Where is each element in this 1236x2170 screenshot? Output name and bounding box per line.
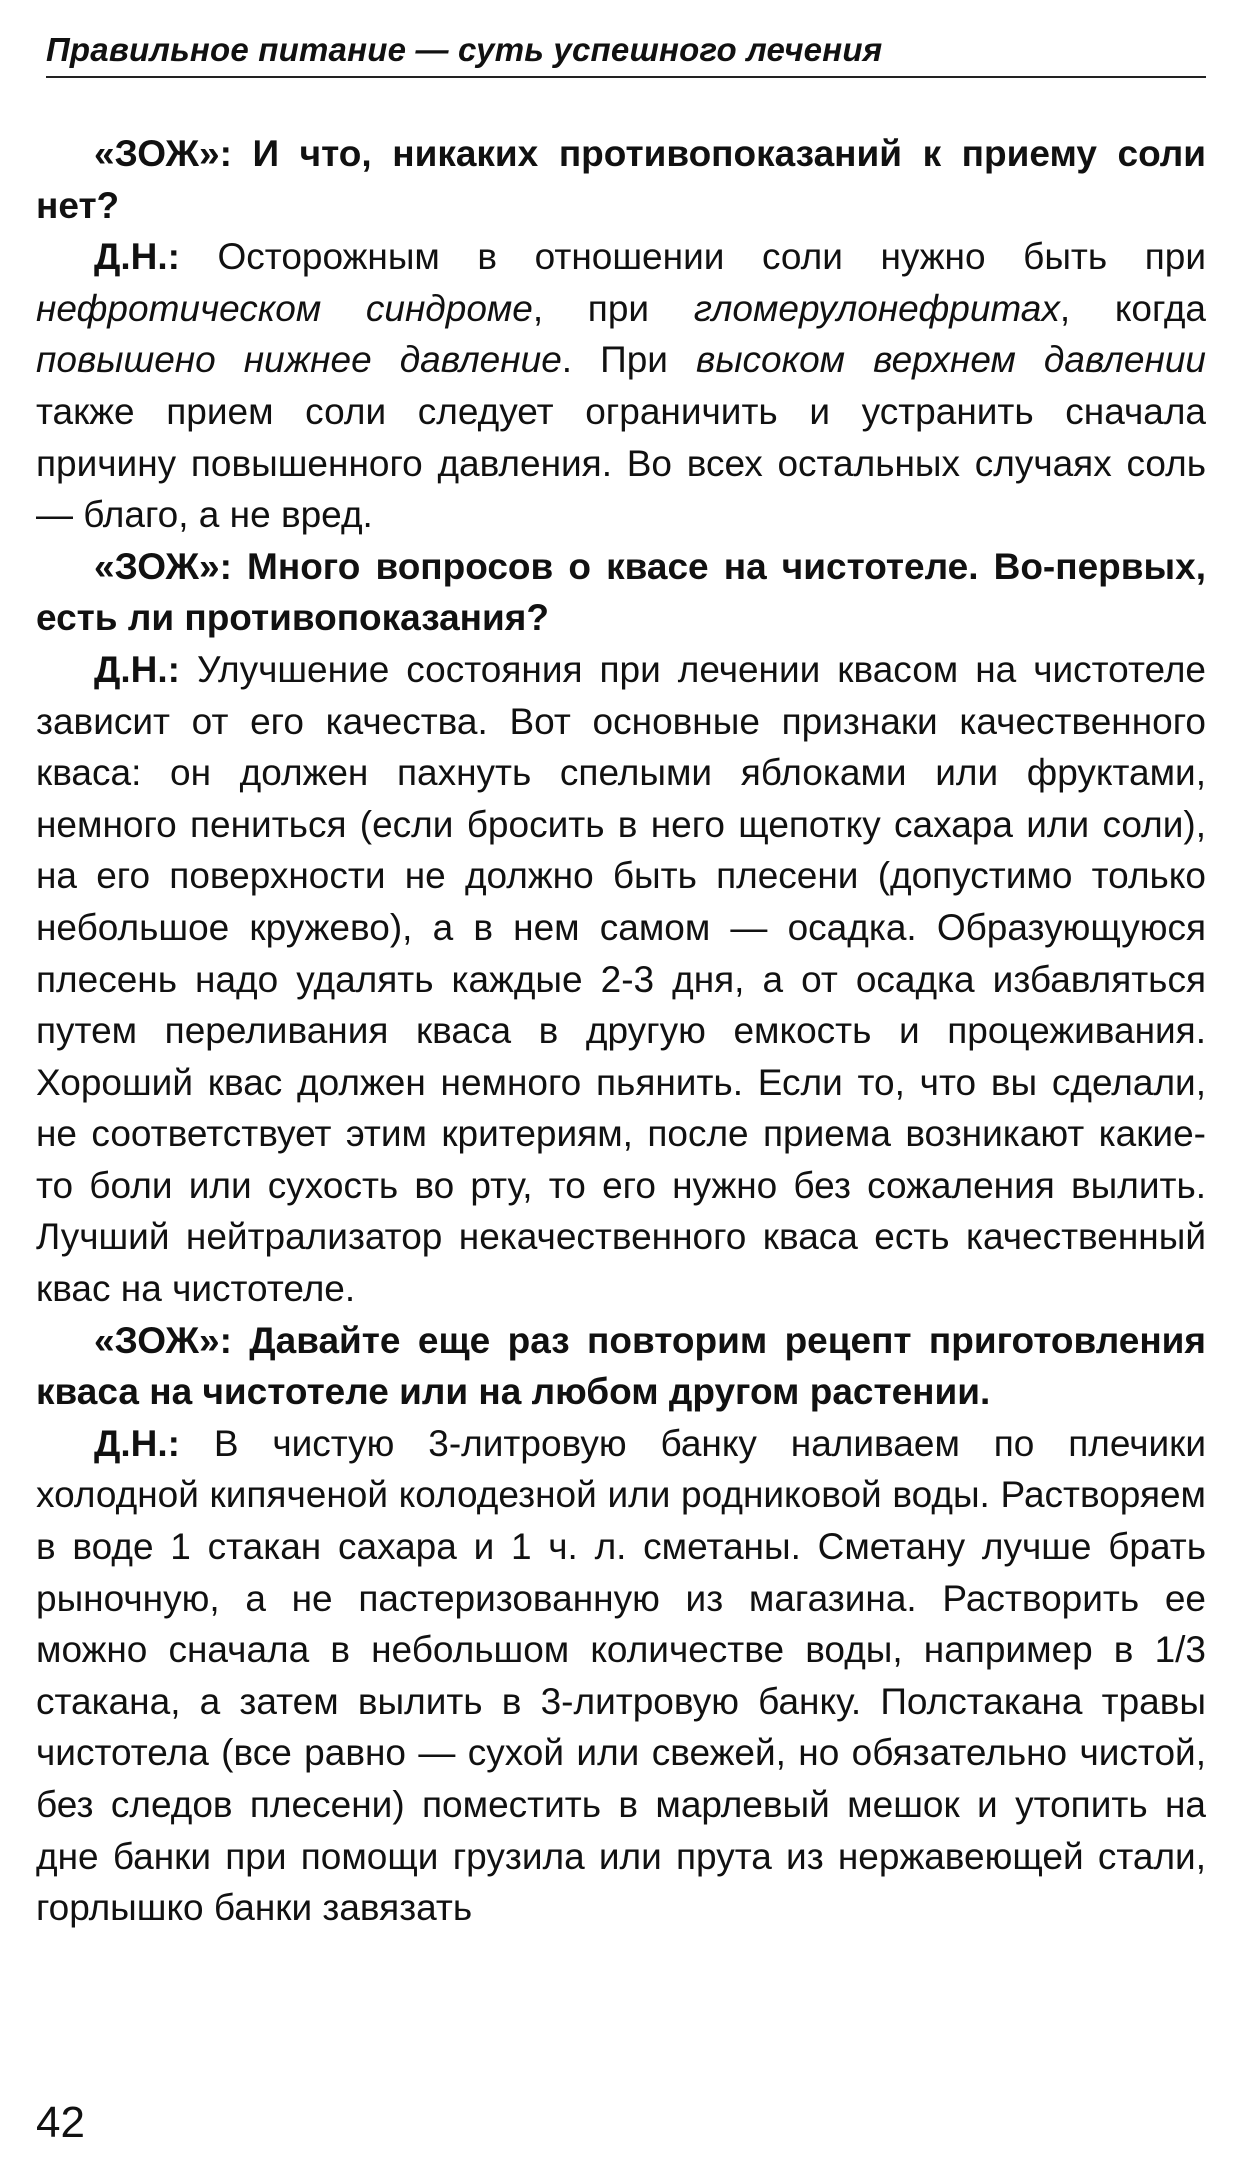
speaker-label: Д.Н.:: [94, 648, 180, 690]
running-header-title: Правильное питание — суть успешного лечения: [46, 31, 883, 68]
emphasis-text: нефротическом синдроме: [36, 287, 533, 329]
question-text: «ЗОЖ»: Много вопросов о квасе на чистотеле. Во-первых, есть ли противопоказания?: [36, 545, 1206, 639]
answer-text: Осторожным в отношении соли нужно быть при: [179, 236, 1206, 278]
answer-text: Улучшение состояния при лечении квасом на чистотеле зависит от его качества. Вот основные признаки качественного кваса: он должен пахнуть спелыми яблоками или фруктами, немного пениться (если бросить в него щепотку сахара или соли), на его поверхности не должно быть плесени (допустимо только небольшое кружево), а в нем самом — осадка. Образующуюся плесень надо удалять каждые 2-3 дня, а от осадка избавляться путем переливания кваса в другую емкость и процеживания. Хороший квас должен немного пьянить. Если то, что вы сделали, не соответствует этим критериям, после приема возникают какие-то боли или сухость во рту, то его нужно без сожаления вылить. Лучший нейтрализатор некачественного кваса есть качественный квас на чистотеле.: [36, 648, 1206, 1310]
emphasis-text: высоком верхнем давлении: [696, 339, 1207, 381]
page-number: 42: [36, 2098, 85, 2147]
answer-text: В чистую 3-литровую банку наливаем по плечики холодной кипяченой колодезной или родниковой воды. Растворяем в воде 1 стакан сахара и 1 ч. л. сметаны. Сметану лучше брать рыночную, а не пастеризованную из магазина. Растворить ее можно сначала в небольшом количестве воды, например в 1/3 стакана, а затем вылить в 3-литровую банку. Полстакана травы чистотела (все равно — сухой или свежей, но обязательно чистой, без следов плесени) поместить в марлевый мешок и утопить на дне банки при помощи грузила или прута из нержавеющей стали, горлышко банки завязать: [36, 1422, 1206, 1929]
emphasis-text: гломерулонефритах: [693, 287, 1060, 329]
running-header: [46, 30, 1206, 78]
answer-text: , при: [532, 287, 694, 329]
answer-paragraph: [36, 1418, 1206, 1934]
question-paragraph: [36, 541, 1206, 644]
emphasis-text: повышено нижнее давление: [36, 339, 562, 381]
answer-paragraph: [36, 644, 1206, 1315]
question-paragraph: [36, 128, 1206, 231]
speaker-label: Д.Н.:: [94, 1422, 180, 1464]
answer-text: . При: [561, 339, 696, 381]
speaker-label: Д.Н.:: [94, 236, 180, 278]
article-body: [36, 128, 1206, 1934]
answer-text: , когда: [1059, 287, 1206, 329]
question-text: «ЗОЖ»: И что, никаких противопоказаний к приему соли нет?: [36, 133, 1206, 226]
question-paragraph: [36, 1315, 1206, 1418]
answer-text: также прием соли следует ограничить и устранить сначала причину повышенного давления. Во всех остальных случаях соль — благо, а не вред.: [36, 390, 1206, 536]
answer-paragraph: [36, 231, 1206, 541]
question-text: «ЗОЖ»: Давайте еще раз повторим рецепт приготовления кваса на чистотеле или на любом другом растении.: [36, 1319, 1206, 1413]
